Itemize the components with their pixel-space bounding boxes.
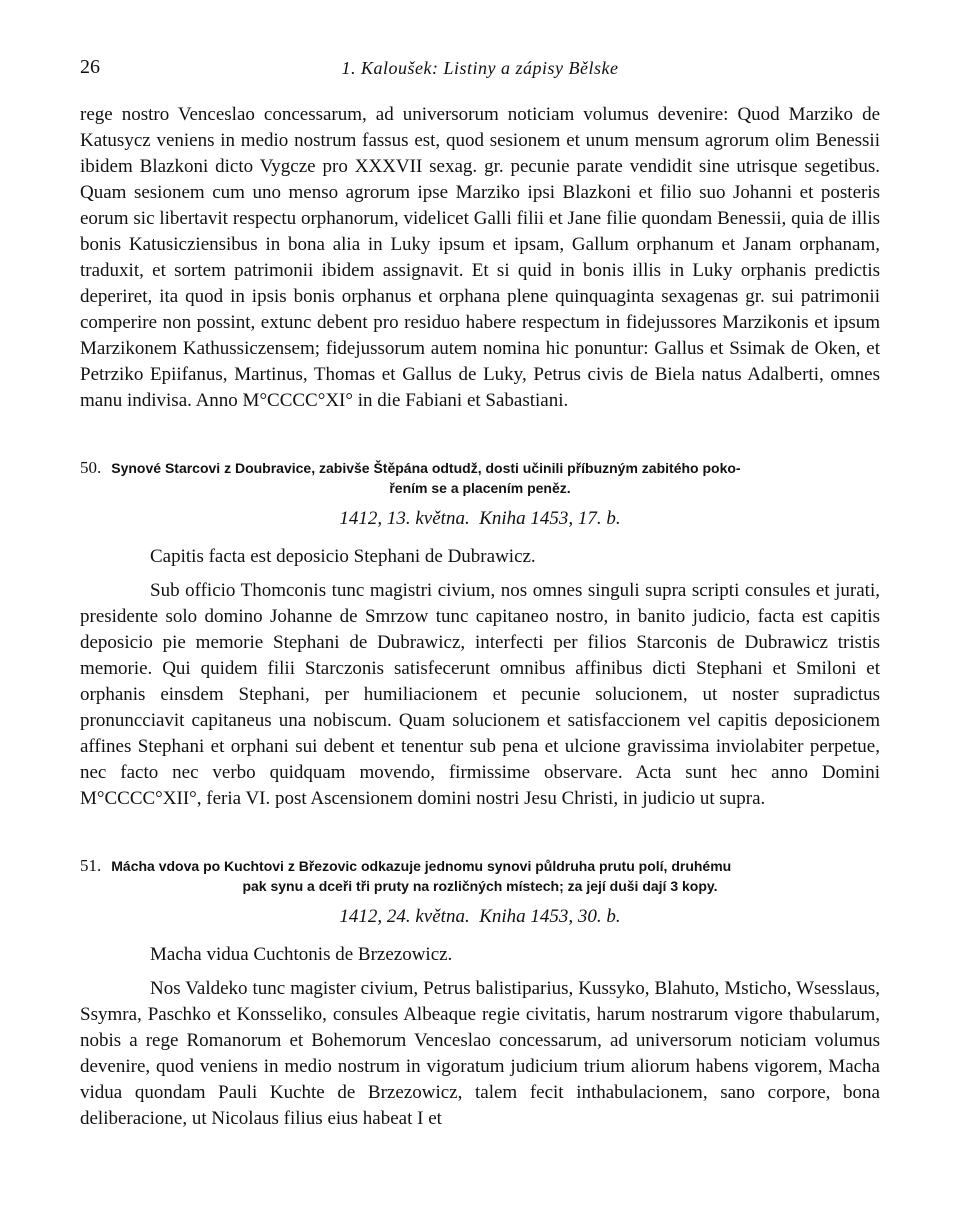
entry-heading — [80, 458, 880, 498]
entry-source: Kniha 1453, 17. b. — [479, 508, 621, 529]
entry-source: Kniha 1453, 30. b. — [479, 906, 621, 927]
page-number: 26 — [80, 56, 100, 78]
entry-text: Sub officio Thomconis tunc magistri civium, nos omnes singuli supra scripti consules et jurati, presidente solo domino Johanne de Smrzow tunc capitaneo nostro, in banito judicio, facta est capitis deposicio pie memorie Stephani de Dubrawicz, interfecti per filios Starconis de Dubrawicz tristis memorie. Qui quidem filii Starczonis satisfecerunt omnibus affinibus dicti Stephani et Smiloni et orphanis einsdem Stephani, per humiliacionem et pecunie solucionem, ut noster supradictus pronuncciavit capitaneus una nobiscum. Quam solucionem et satisfaccionem vel capitis deposicionem affines Stephani et orphani sui debent et tenentur sub pena et ulcione gravissima inviolabiter perpetue, nec facto nec verbo quidquam movendo, firmissime observare. Acta sunt hec anno Domini M°CCCC°XII°, feria VI. post Ascensionem domini nostri Jesu Christi, in judicio ut supra. — [80, 580, 880, 809]
entry-heading — [80, 856, 880, 896]
entry-rubric: Capitis facta est deposicio Stephani de Dubrawicz. — [150, 546, 536, 567]
entry-heading-line2: řením se a placením peněz. — [389, 480, 571, 496]
entry-51 — [80, 856, 880, 1132]
entry-heading-line1: Mácha vdova po Kuchtovi z Březovic odkazuje jednomu synovi půldruha prutu polí, druhému — [111, 858, 732, 874]
entry-heading-line2: pak synu a dceři tři pruty na rozličných místech; za její duši dají 3 kopy. — [242, 878, 718, 894]
entry-text: Nos Valdeko tunc magister civium, Petrus balistiparius, Kussyko, Blahuto, Msticho, Wsesslaus, Ssymra, Paschko et Konsseliko, consules Albeaque regie civitatis, harum nostrarum vigore thabularum, nobis a rege Romanorum et Bohemorum Venceslao concessarum, ad universorum noticiam volumus devenire, quod veniens in medio nostrum in vigoratum judicium trium aliorum habens vigorem, Macha vidua quondam Pauli Kuchte de Brzezowicz, talem fecit inthabulacionem, sano corpore, bona deliberacione, ut Nicolaus filius eius habeat I et — [80, 978, 880, 1129]
entry-50 — [80, 458, 880, 812]
entry-dateline — [80, 906, 880, 928]
page-header — [80, 56, 880, 86]
document-page — [80, 56, 880, 1132]
entry-rubric: Macha vidua Cuchtonis de Brzezowicz. — [150, 944, 453, 965]
continuation-paragraph: rege nostro Venceslao concessarum, ad universorum noticiam volumus devenire: Quod Marziko de Katusycz veniens in medio nostrum fassus est, quod sesionem et unum mensum agrorum olim Benessii ibidem Blazkoni dicto Vygcze pro XXXVII sexag. gr. pecunie parate vendidit sine utrisque segetibus. Quam sesionem cum uno menso agrorum ipse Marziko ipsi Blazkoni et filio suo Johanni et posteris eorum sic libertavit respectu orphanorum, videlicet Galli filii et Jane filie quondam Benessii, quia de illis bonis Katusicziensibus in bona alia in Luky ipsum et ipsam, Gallum orphanum et Janam orphanam, traduxit, et sortem patrimonii ibidem assignavit. Et si quid in bonis illis in Luky orphanis predictis deperiret, ita quod in ipsis bonis orphanus et orphana plene quinquaginta sexagenas gr. sui patrimonii comperire non possint, extunc debent pro residuo habere respectum in fidejussores Marzikonis et ipsum Marzikonem Kathussiczensem; fidejussorum autem nomina hic ponuntur: Gallus et Ssimak de Oken, et Petrziko Epiifanus, Martinus, Thomas et Gallus de Luky, Petrus civis de Biela natus Adalberti, omnes manu indivisa. Anno M°CCCC°XI° in die Fabiani et Sabastiani. — [80, 104, 880, 411]
entry-number: 51. — [80, 856, 102, 875]
entry-heading-line1: Synové Starcovi z Doubravice, zabivše Štěpána odtudž, dosti učinili příbuzným zabitého poko- — [111, 460, 741, 476]
entry-dateline — [80, 508, 880, 530]
entry-date: 1412, 13. května. — [339, 508, 470, 529]
entry-number: 50. — [80, 458, 102, 477]
entry-date: 1412, 24. května. — [339, 906, 470, 927]
running-title: 1. Kaloušek: Listiny a zápisy Bělske — [341, 58, 619, 78]
